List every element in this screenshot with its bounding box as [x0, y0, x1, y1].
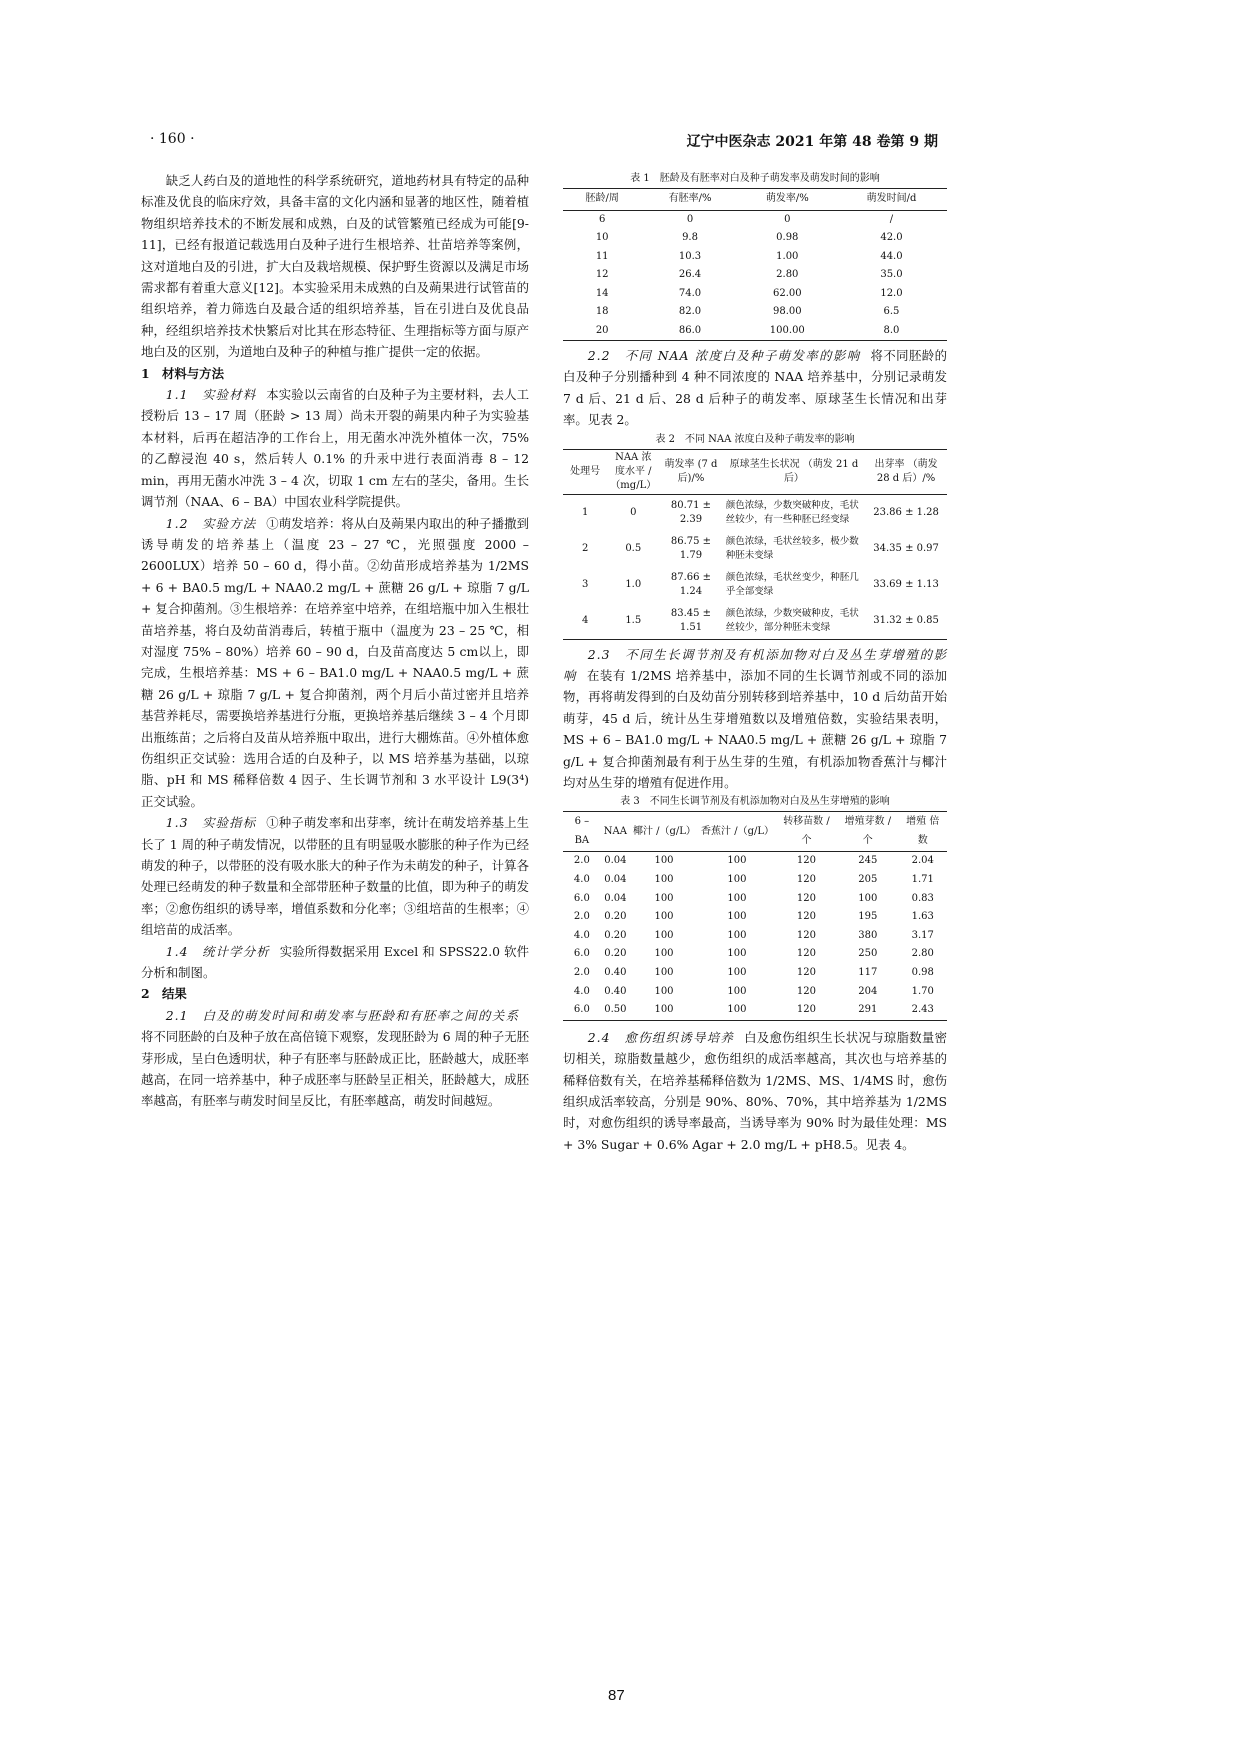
table-3 — [563, 811, 947, 1020]
table-cell: 4.0 — [573, 985, 590, 997]
section-1-2-title: 1.2 实验方法 — [165, 515, 257, 531]
table-cell: 10 — [595, 232, 609, 243]
table-row — [563, 248, 947, 267]
table-cell: 1.71 — [911, 874, 934, 886]
section-1-1-body: 本实验以云南省的白及种子为主要材料，去人工授粉后 13 – 17 周（胚龄 > 13 周）尚未开裂的蒴果内种子为实验基本材料，后再在超洁净的工作台上，用无菌水冲洗外植体一次，75% 的乙醇浸泡 40 s，然后转人 0.1% 的升汞中进行表面消毒 8 – 12 min，再用无菌水冲洗 3 – 4 次，切取 1 cm 左右的茎尖，备用。生长调节剂（NAA、6 – BA）中国农业科学院提供。 — [141, 387, 529, 510]
section-1-4-body: 实验所得数据采用 Excel 和 SPSS22.0 软件分析和制图。 — [141, 943, 529, 981]
table-header-cell: 胚龄/周 — [563, 189, 641, 211]
table-cell: 87.66 ± 1.24 — [670, 571, 712, 597]
table-cell: 100 — [727, 929, 747, 941]
table-cell: 1.00 — [776, 250, 799, 262]
table-cell: 250 — [858, 948, 878, 960]
table-cell: 0.20 — [604, 948, 627, 960]
section-1-3 — [141, 812, 529, 940]
table-header-cell: NAA 浓度水平 /（mg/L） — [607, 449, 659, 494]
table-cell: 0.40 — [604, 967, 627, 979]
table-cell: 14 — [595, 287, 609, 299]
table-cell: 120 — [796, 1004, 817, 1016]
right-column — [563, 170, 947, 1155]
table-cell: 100 — [654, 948, 674, 960]
table-cell: 100 — [727, 948, 747, 960]
table-header-cell: 萌发率 (7 d 后)/% — [659, 449, 722, 494]
table-header-cell: 出芽率 （萌发 28 d 后）/% — [865, 449, 947, 494]
table-cell: 12.0 — [880, 287, 903, 299]
section-2-1-title: 2.1 白及的萌发时间和萌发率与胚龄和有胚率之间的关系 — [165, 1007, 519, 1023]
table-row — [563, 945, 947, 964]
table-1-header — [563, 189, 947, 211]
table-row — [563, 964, 947, 983]
table-cell: 83.45 ± 1.51 — [670, 607, 712, 633]
table-header-cell: 萌发时间/d — [836, 189, 947, 211]
table-cell: 6.5 — [883, 306, 900, 317]
section-1-2 — [141, 513, 529, 813]
table-1 — [563, 188, 947, 341]
section-1-4-title: 1.4 统计学分析 — [165, 943, 270, 959]
table-cell: 颜色浓绿，少数突破种皮，毛状丝较少，有一些种胚已经变绿 — [725, 499, 859, 525]
table-row — [563, 852, 947, 871]
footer-page-number: 87 — [608, 1687, 625, 1704]
table-cell: 2 — [581, 542, 589, 554]
table-cell: 8.0 — [883, 324, 900, 336]
table-cell: 74.0 — [678, 287, 702, 299]
table-cell: 4.0 — [573, 874, 590, 886]
section-1-1-title: 1.1 实验材料 — [165, 387, 257, 403]
table-row — [563, 603, 947, 640]
table-cell: 3 — [581, 578, 589, 590]
table-cell: 62.00 — [772, 287, 802, 299]
table-cell: 120 — [796, 855, 817, 867]
table-cell: 100 — [654, 967, 674, 979]
table-cell: 380 — [858, 929, 878, 941]
table-row — [563, 908, 947, 927]
section-1-heading: 1 材料与方法 — [141, 365, 224, 381]
table-row — [563, 567, 947, 603]
table-cell: 33.69 ± 1.13 — [873, 578, 939, 590]
table-cell: 1 — [581, 506, 589, 518]
table-cell: 1.0 — [625, 578, 642, 590]
table-cell: 0.04 — [604, 874, 627, 886]
table-cell: 0.04 — [604, 892, 627, 904]
table-cell: 42.0 — [880, 232, 903, 243]
table-cell: 2.0 — [573, 855, 590, 867]
table-row — [563, 871, 947, 890]
table-cell: 100 — [727, 967, 747, 979]
table-cell: 245 — [858, 855, 878, 867]
table-cell: 205 — [858, 874, 878, 886]
table-cell: 1.70 — [911, 985, 934, 997]
table-header-cell: 萌发率/% — [739, 189, 836, 211]
table-cell: 23.86 ± 1.28 — [873, 506, 939, 518]
table-header-cell: 原球茎生长状况 （萌发 21 d 后） — [723, 449, 866, 494]
section-2-2 — [563, 345, 947, 431]
table-cell: 0.98 — [911, 967, 934, 979]
table-cell: 117 — [858, 967, 878, 979]
table-cell: 120 — [796, 948, 817, 960]
section-2-2-title: 2.2 不同 NAA 浓度白及种子萌发率的影响 — [587, 348, 861, 363]
table-header-cell: 增殖 倍数 — [898, 812, 947, 852]
table-cell: 100 — [727, 855, 747, 867]
table-cell: 6 — [599, 213, 606, 225]
table-cell: 34.35 ± 0.97 — [873, 542, 939, 554]
table-cell: 0.98 — [776, 232, 799, 243]
section-2-4 — [563, 1027, 947, 1155]
table-cell: 10.3 — [678, 250, 702, 262]
table-row — [563, 983, 947, 1002]
table-cell: 0.83 — [911, 892, 934, 904]
table-cell: 0.04 — [604, 855, 627, 867]
section-2-1 — [141, 1005, 529, 1112]
table-cell: 86.75 ± 1.79 — [670, 535, 712, 561]
section-2-4-body: 白及愈伤组织生长状况与琼脂数量密切相关，琼脂数量越少，愈伤组织的成活率越高，其次也与培养基的稀释倍数有关，在培养基稀释倍数为 1/2MS、MS、1/4MS 时，愈伤组织成活率较高，分别是 90%、80%、70%，其中培养基为 1/2MS 时，对愈伤组织的诱导率最高，当诱导率为 90% 时为最佳处理：MS + 3% Sugar + 0.6% Agar + 2.0 mg/L + pH8.5。见表 4。 — [563, 1029, 947, 1152]
header-page-number: · 160 · — [150, 131, 195, 147]
table-cell: 颜色浓绿，毛状丝较多，极少数种胚未变绿 — [725, 535, 859, 561]
table-row — [563, 266, 947, 285]
table-cell: 0 — [630, 506, 637, 518]
table-cell: 100 — [654, 1004, 674, 1016]
table-3-caption: 表 3 不同生长调节剂及有机添加物对白及丛生芽增殖的影响 — [620, 796, 890, 808]
table-cell: 100 — [654, 892, 674, 904]
table-cell: 2.04 — [911, 855, 934, 867]
table-cell: 0.5 — [625, 542, 642, 554]
table-cell: 100 — [654, 985, 674, 997]
table-cell: 1.5 — [625, 614, 642, 626]
table-row — [563, 927, 947, 946]
section-2-3 — [563, 644, 947, 794]
table-cell: 31.32 ± 0.85 — [873, 614, 939, 626]
table-cell: 100 — [727, 911, 747, 923]
table-cell: 18 — [595, 306, 609, 317]
section-1-3-body: ①种子萌发率和出芽率，统计在萌发培养基上生长了 1 周的种子萌发情况，以带胚的且有明显吸水膨胀的种子作为已经萌发的种子，以带胚的没有吸水胀大的种子作为未萌发的种子，计算各处理已经萌发的种子数量和全部带胚种子数量的比值，即为种子的萌发率；②愈伤组织的诱导率，增值系数和分化率；③组培苗的生根率；④组培苗的成活率。 — [141, 815, 529, 938]
header-journal: 辽宁中医杂志 2021 年第 48 卷第 9 期 — [686, 134, 938, 150]
table-cell: 2.80 — [776, 269, 799, 280]
table-header-cell: 椰汁 /（g/L） — [630, 812, 698, 852]
table-cell: 9.8 — [682, 232, 698, 243]
table-header-cell: 香蕉汁 /（g/L） — [698, 812, 776, 852]
table-cell: 4.0 — [573, 929, 590, 941]
table-header-cell: 转移苗数 /个 — [776, 812, 837, 852]
section-1-2-body: ①萌发培养：将从白及蒴果内取出的种子播撒到诱导萌发的培养基上（温度 23 – 27 ℃，光照强度 2000 – 2600LUX）培养 50 – 60 d，得小苗。②幼苗形成培养基为 1/2MS + 6 + BA0.5 mg/L + NAA0.2 mg/L + 蔗糖 26 g/L + 琼脂 7 g/L + 复合抑菌剂。③生根培养：在培养室中培养，在组培瓶中加入生根壮苗培养基，将白及幼苗消毒后，转植于瓶中（温度为 23 – 25 ℃，相对湿度 75% – 80%）培养 60 – 90 d，白及苗高度达 5 cm以上，即完成，生根培养基：MS + 6 – BA1.0 mg/L + NAA0.5 mg/L + 蔗糖 26 g/L + 琼脂 7 g/L + 复合抑菌剂，两个月后小苗过密并且培养基营养耗尽，需要换培养基进行分瓶，更换培养基后继续 3 – 4 个月即出瓶练苗；之后将白及苗从培养瓶中取出，进行大棚炼苗。④外植体愈伤组织正交试验：选用合适的白及种子，以 MS 培养基为基础，以琼脂、pH 和 MS 稀释倍数 4 因子、生长调节剂和 3 水平设计 L9(3⁴) 正交试验。 — [141, 515, 529, 809]
table-cell: 86.0 — [678, 324, 702, 336]
table-cell: 80.71 ± 2.39 — [670, 499, 712, 525]
table-cell: 44.0 — [880, 250, 903, 262]
table-cell: 120 — [796, 929, 817, 941]
table-cell: 颜色浓绿，毛状丝变少，种胚几乎全部变绿 — [725, 571, 859, 597]
intro-paragraph: 缺乏人药白及的道地性的科学系统研究，道地药材具有特定的品种标准及优良的临床疗效，具备丰富的文化内涵和显著的地区性，随着植物组织培养技术的不断发展和成熟，白及的试管繁殖已经成为可能[9-11]，已经有报道记载选用白及种子进行生根培养、壮苗培养等案例，这对道地白及的引进，扩大白及栽培规模、保护野生资源以及满足市场需求都有着重大意义[12]。本实验采用未成熟的白及蒴果进行试管苗的组织培养，着力筛选白及最合适的组织培养基，旨在引进白及优良品种，经组织培养技术快繁后对比其在形态特征、生理指标等方面与原产地白及的区别，为道地白及种子的种植与推广提供一定的依据。 — [141, 173, 529, 360]
table-cell: 120 — [796, 911, 817, 923]
table-1-caption: 表 1 胚龄及有胚率对白及种子萌发率及萌发时间的影响 — [630, 173, 880, 184]
table-row — [563, 229, 947, 248]
table-cell: 4 — [581, 614, 589, 626]
table-cell: 0.20 — [604, 929, 627, 941]
table-cell: 100 — [727, 892, 747, 904]
table-cell: 98.00 — [772, 306, 802, 317]
table-row — [563, 1001, 947, 1020]
table-cell: 120 — [796, 985, 817, 997]
table-cell: / — [889, 213, 894, 225]
table-header-cell: 6 – BA — [563, 812, 601, 852]
table-cell: 3.17 — [911, 929, 934, 941]
table-cell: 120 — [796, 967, 817, 979]
section-2-heading: 2 结果 — [141, 986, 187, 1002]
section-2-4-title: 2.4 愈伤组织诱导培养 — [587, 1029, 735, 1045]
table-row — [563, 494, 947, 531]
table-cell: 100 — [858, 892, 878, 904]
table-cell: 2.0 — [573, 967, 590, 979]
table-cell: 颜色浓绿，少数突破种皮，毛状丝较少，部分种胚未变绿 — [725, 607, 859, 633]
table-cell: 2.43 — [911, 1004, 934, 1016]
table-header-cell: 处理号 — [563, 449, 607, 494]
table-cell: 120 — [796, 892, 817, 904]
table-cell: 100 — [727, 1004, 747, 1016]
table-cell: 100.00 — [769, 324, 805, 336]
table-cell: 0.50 — [604, 1004, 627, 1016]
section-1-1 — [141, 384, 529, 512]
left-column — [141, 170, 529, 1112]
table-cell: 204 — [858, 985, 878, 997]
table-3-header — [563, 812, 947, 852]
table-2-caption: 表 2 不同 NAA 浓度白及种子萌发率的影响 — [655, 433, 855, 445]
table-2 — [563, 449, 947, 640]
section-2-1-body: 将不同胚龄的白及种子放在高倍镜下观察，发现胚龄为 6 周的种子无胚芽形成，呈白色透明状，种子有胚率与胚龄成正比，胚龄越大，成胚率越高，在同一培养基中，种子成胚率与胚龄呈正相关，胚龄越大，成胚率越高，有胚率与萌发时间呈反比，有胚率越高，萌发时间越短。 — [141, 1029, 529, 1109]
table-cell: 100 — [727, 874, 747, 886]
table-row — [563, 303, 947, 322]
table-cell: 6.0 — [573, 1004, 590, 1016]
table-cell: 100 — [654, 874, 674, 886]
section-1-3-title: 1.3 实验指标 — [165, 815, 257, 831]
table-row — [563, 322, 947, 341]
table-cell: 2.0 — [573, 911, 590, 923]
table-cell: 0 — [686, 213, 694, 225]
table-header-cell: NAA — [601, 812, 630, 852]
table-2-header — [563, 449, 947, 494]
table-cell: 100 — [654, 855, 674, 867]
table-cell: 82.0 — [678, 306, 702, 317]
table-cell: 35.0 — [880, 269, 903, 280]
table-cell: 6.0 — [573, 892, 590, 904]
table-row — [563, 285, 947, 304]
table-row — [563, 890, 947, 909]
table-cell: 100 — [654, 929, 674, 941]
section-2-3-title: 2.3 不同生长调节剂及有机添加物对白及丛生芽增殖的影响 — [563, 646, 947, 684]
table-cell: 11 — [595, 250, 609, 262]
table-cell: 120 — [796, 874, 817, 886]
table-row — [563, 531, 947, 567]
section-1-4 — [141, 941, 529, 984]
table-cell: 195 — [858, 911, 878, 923]
table-cell: 12 — [595, 269, 609, 280]
section-2-3-body: 在装有 1/2MS 培养基中，添加不同的生长调节剂或不同的添加物，再将萌发得到的白及幼苗分别转移到培养基中，10 d 后幼苗开始萌芽，45 d 后，统计丛生芽增殖数以及增殖倍数，实验结果表明，MS + 6 – BA1.0 mg/L + NAA0.5 mg/L + 蔗糖 26 g/L + 琼脂 7 g/L + 复合抑菌剂最有利于丛生芽的生殖，有机添加物香蕉汁与椰汁均对丛生芽的增殖有促进作用。 — [563, 668, 948, 791]
table-cell: 0.20 — [604, 911, 627, 923]
table-header-cell: 有胚率/% — [641, 189, 738, 211]
table-row — [563, 210, 947, 229]
table-cell: 2.80 — [911, 948, 934, 960]
table-header-cell: 增殖芽数 /个 — [837, 812, 898, 852]
table-cell: 291 — [858, 1004, 878, 1016]
section-2-2-body: 将不同胚龄的白及种子分别播种到 4 种不同浓度的 NAA 培养基中，分别记录萌发 7 d 后、21 d 后、28 d 后种子的萌发率、原球茎生长情况和出芽率。见表 2。 — [563, 348, 947, 428]
table-cell: 6.0 — [573, 948, 590, 960]
table-cell: 100 — [654, 911, 674, 923]
table-cell: 0 — [784, 213, 791, 225]
table-cell: 1.63 — [911, 911, 934, 923]
table-cell: 20 — [595, 324, 609, 336]
table-cell: 100 — [727, 985, 747, 997]
table-cell: 0.40 — [604, 985, 627, 997]
table-cell: 26.4 — [678, 269, 702, 280]
